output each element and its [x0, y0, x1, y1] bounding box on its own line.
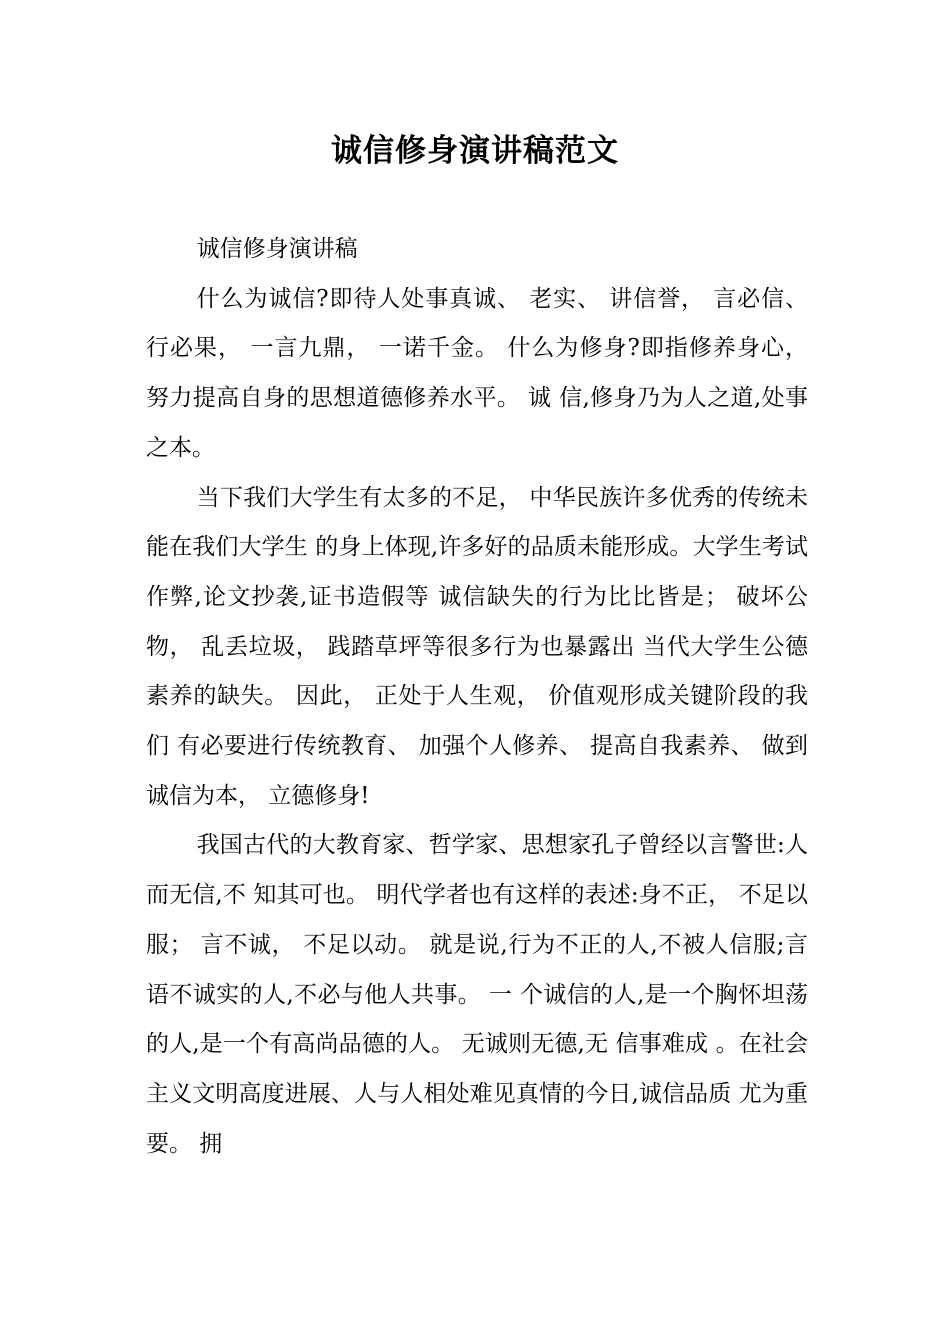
paragraph-subtitle: 诚信修身演讲稿: [196, 236, 358, 262]
paragraph: 我国古代的大教育家、哲学家、思想家孔子曾经以言警世:人而无信,不 知其可也。 明代学者也有这样的表述:身不正， 不足以服； 言不诚， 不足以动。 就是说,行为不正的人,不被人信服;言语不诚实的人,不必与他人共事。 一 个诚信的人,是一个胸怀坦荡的人,是一个有高尚品德的人。 无诚则无德,无 信事难成 。在社会主义文明高度进展、人与人相处难见真情的今日,诚信品质 尤为重要。 拥: [146, 832, 808, 1157]
document-body: [146, 225, 808, 1169]
paragraph: 当下我们大学生有太多的不足， 中华民族许多优秀的传统未能在我们大学生 的身上体现,许多好的品质未能形成。大学生考试作弊,论文抄袭,证书造假等 诚信缺失的行为比比皆是； 破坏公物， 乱丢垃圾， 践踏草坪等很多行为也暴露出 当代大学生公德素养的缺失。 因此， 正处于人生观， 价值观形成关键阶段的我们 有必要进行传统教育、 加强个人修养、 提高自我素养、 做到诚信为本， 立德修身!: [146, 484, 808, 809]
document-title: 诚信修身演讲稿范文: [331, 133, 619, 169]
paragraph: 什么为诚信?即待人处事真诚、 老实、 讲信誉， 言必信、 行必果， 一言九鼎， 一诺千金。 什么为修身?即指修养身心， 努力提高自身的思想道德修养水平。 诚 信,修身乃为人之道,处事之本。: [146, 285, 808, 461]
